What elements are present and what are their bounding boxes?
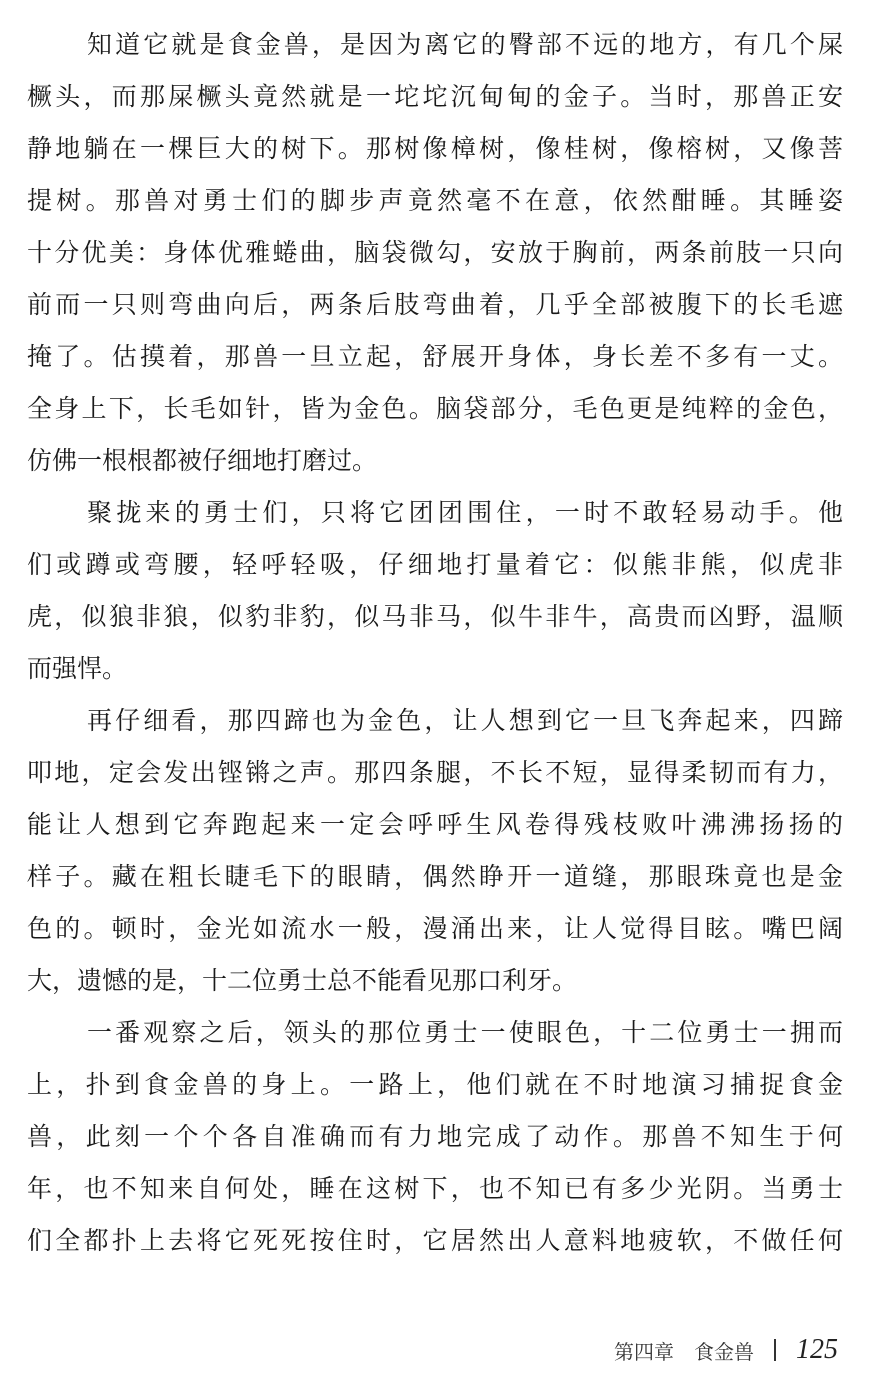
text-line: 静地躺在一棵巨大的树下。那树像樟树，像桂树，像榕树，又像菩	[27, 134, 843, 163]
page-footer	[614, 1332, 838, 1368]
running-head-title: 食金兽	[694, 1339, 754, 1364]
footer-divider	[774, 1339, 776, 1361]
text-line: 全身上下，长毛如针，皆为金色。脑袋部分，毛色更是纯粹的金色，	[27, 394, 843, 423]
text-line: 前而一只则弯曲向后，两条后肢弯曲着，几乎全部被腹下的长毛遮	[27, 290, 843, 319]
text-line: 提树。那兽对勇士们的脚步声竟然毫不在意，依然酣睡。其睡姿	[27, 186, 843, 215]
paragraph	[27, 19, 843, 487]
text-line: 上，扑到食金兽的身上。一路上，他们就在不时地演习捕捉食金	[27, 1070, 843, 1099]
text-line: 一番观察之后，领头的那位勇士一使眼色，十二位勇士一拥而	[87, 1018, 843, 1047]
text-line: 们或蹲或弯腰，轻呼轻吸，仔细地打量着它：似熊非熊，似虎非	[27, 550, 843, 579]
page-number: 125	[796, 1334, 838, 1365]
text-line: 色的。顿时，金光如流水一般，漫涌出来，让人觉得目眩。嘴巴阔	[27, 914, 843, 943]
text-line: 能让人想到它奔跑起来一定会呼呼生风卷得残枝败叶沸沸扬扬的	[27, 810, 843, 839]
running-head-chapter: 第四章	[614, 1339, 674, 1364]
paragraph	[27, 695, 843, 1007]
text-line: 再仔细看，那四蹄也为金色，让人想到它一旦飞奔起来，四蹄	[87, 706, 843, 735]
text-line: 十分优美：身体优雅蜷曲，脑袋微勾，安放于胸前，两条前肢一只向	[27, 238, 843, 267]
text-line: 叩地，定会发出铿锵之声。那四条腿，不长不短，显得柔韧而有力，	[27, 758, 843, 787]
paragraph	[27, 487, 843, 695]
text-line: 们全都扑上去将它死死按住时，它居然出人意料地疲软，不做任何	[27, 1226, 843, 1255]
text-line: 兽，此刻一个个各自准确而有力地完成了动作。那兽不知生于何	[27, 1122, 843, 1151]
text-line: 大，遗憾的是，十二位勇士总不能看见那口利牙。	[27, 966, 578, 995]
text-line: 掩了。估摸着，那兽一旦立起，舒展开身体，身长差不多有一丈。	[27, 342, 843, 371]
body-text	[27, 19, 843, 1267]
paragraph	[27, 1007, 843, 1267]
text-line: 橛头，而那屎橛头竟然就是一坨坨沉甸甸的金子。当时，那兽正安	[27, 82, 843, 111]
text-line: 而强悍。	[27, 654, 128, 683]
text-line: 年，也不知来自何处，睡在这树下，也不知已有多少光阴。当勇士	[27, 1174, 843, 1203]
text-line: 仿佛一根根都被仔细地打磨过。	[27, 446, 378, 475]
text-line: 样子。藏在粗长睫毛下的眼睛，偶然睁开一道缝，那眼珠竟也是金	[27, 862, 843, 891]
text-line: 虎，似狼非狼，似豹非豹，似马非马，似牛非牛，高贵而凶野，温顺	[27, 602, 843, 631]
text-line: 知道它就是食金兽，是因为离它的臀部不远的地方，有几个屎	[87, 30, 843, 59]
text-line: 聚拢来的勇士们，只将它团团围住，一时不敢轻易动手。他	[87, 498, 843, 527]
